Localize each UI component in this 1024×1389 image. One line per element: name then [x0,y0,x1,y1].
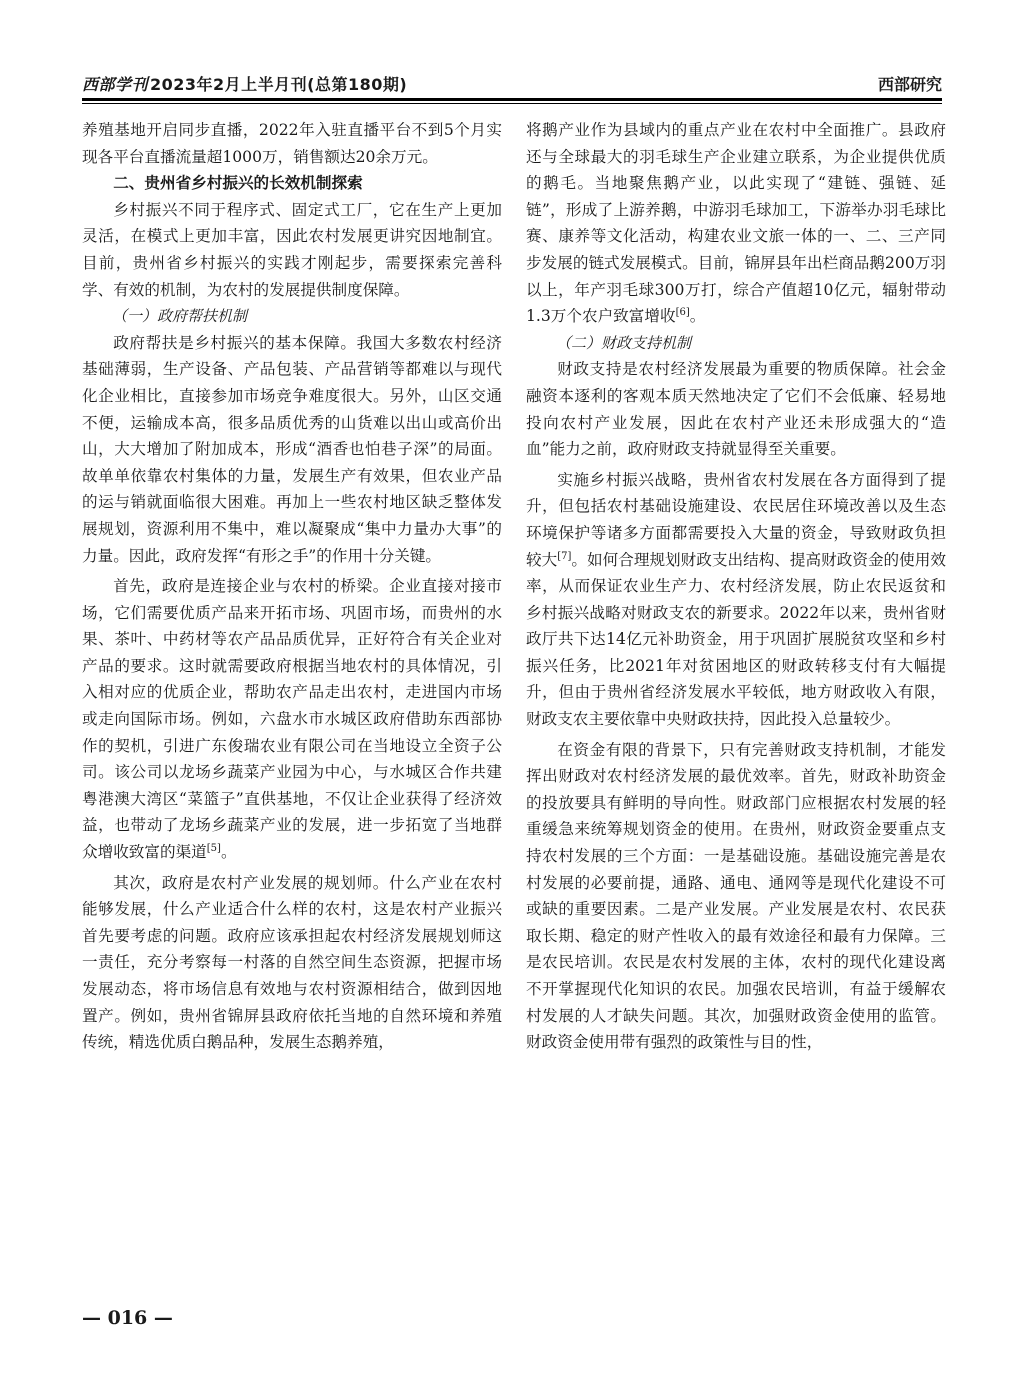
paragraph: 养殖基地开启同步直播，2022年入驻直播平台不到5个月实现各平台直播流量超1000万，销售额达20余万元。 [82,121,502,166]
paragraph [82,573,502,866]
journal-logo: 西部学刊 [82,75,149,94]
subsection-heading: （二）财政支持机制 [556,333,692,352]
header-rule-thick [82,98,942,101]
paragraph: 乡村振兴不同于程序式、固定式工厂，它在生产上更加灵活，在模式上更加丰富，因此农村发展更讲究因地制宜。目前，贵州省乡村振兴的实践才刚起步，需要探索完善科学、有效的机制，为农村的发展提供制度保障。 [82,200,502,299]
citation-ref: [6] [675,306,690,318]
section-heading: 二、贵州省乡村振兴的长效机制探索 [113,174,363,193]
paragraph [526,467,946,733]
paragraph-end: 。 [220,843,237,862]
paragraph: 财政支持是农村经济发展最为重要的物质保障。社会金融资本逐利的客观本质天然地决定了它们不会低廉、轻易地投向农村产业发展，因此在农村产业还未形成强大的“造血”能力之前，政府财政支持就显得至关重要。 [526,360,946,459]
paragraph-text: 将鹅产业作为县域内的重点产业在农村中全面推广。县政府还与全球最大的羽毛球生产企业建立联系，为企业提供优质的鹅毛。当地聚焦鹅产业，以此实现了“建链、强链、延链”，形成了上游养鹅，中游羽毛球加工，下游举办羽毛球比赛、康养等文化活动，构建农业文旅一体的一、二、三产同步发展的链式发展模式。目前，锦屏县年出栏商品鹅200万羽以上，年产羽毛球300万打，综合产值超10亿元，辐射带动1.3万个农户致富增收 [526,121,946,326]
left-column [82,117,502,1056]
citation-ref: [7] [557,550,572,562]
paragraph: 在资金有限的背景下，只有完善财政支持机制，才能发挥出财政对农村经济发展的最优效率。首先，财政补助资金的投放要具有鲜明的导向性。财政部门应根据农村发展的轻重缓急来统筹规划资金的使用。在贵州，财政资金要重点支持农村发展的三个方面：一是基础设施。基础设施完善是农村发展的必要前提，通路、通电、通网等是现代化建设不可或缺的重要因素。二是产业发展。产业发展是农村、农民获取长期、稳定的财产性收入的最有效途径和最有力保障。三是农民培训。农民是农村发展的主体，农村的现代化建设离不开掌握现代化知识的农民。加强农民培训，有益于缓解农村发展的人才缺失问题。其次，加强财政资金使用的监管。财政资金使用带有强烈的政策性与目的性， [526,740,946,1052]
paragraph-text: 。如何合理规划财政支出结构、提高财政资金的使用效率，从而保证农业生产力、农村经济发展，防止农民返贫和乡村振兴战略对财政支农的新要求。2022年以来，贵州省财政厅共下达14亿元补助资金，用于巩固扩展脱贫攻坚和乡村振兴任务，比2021年对贫困地区的财政转移支付有大幅提升，但由于贵州省经济发展水平较低，地方财政收入有限，财政支农主要依靠中央财政扶持，因此投入总量较少。 [526,550,946,729]
paragraph-end: 。 [689,307,706,326]
section-title: 西部研究 [877,75,942,94]
paragraph [526,117,946,330]
issue-info: 2023年2月上半月刊(总第180期) [150,75,408,94]
right-column [526,117,946,1056]
running-header [82,70,942,98]
header-rule-thin [82,103,942,104]
citation-ref: [5] [206,842,221,854]
page-number: — 016 — [82,1307,173,1329]
journal-issue-line [82,72,407,95]
paragraph-text: 首先，政府是连接企业与农村的桥梁。企业直接对接市场，它们需要优质产品来开拓市场、巩固市场，而贵州的水果、茶叶、中药材等农产品品质优异，正好符合有关企业对产品的要求。这时就需要政府根据当地农村的具体情况，引入相对应的优质企业，帮助农产品走出农村，走进国内市场或走向国际市场。例如，六盘水市水城区政府借助东西部协作的契机，引进广东俊瑞农业有限公司在当地设立全资子公司。该公司以龙场乡蔬菜产业园为中心，与水城区合作共建粤港澳大湾区“菜篮子”直供基地，不仅让企业获得了经济效益，也带动了龙场乡蔬菜产业的发展，进一步拓宽了当地群众增收致富的渠道 [82,577,502,862]
paragraph-text: 实施乡村振兴战略，贵州省农村发展在各方面得到了提升，但包括农村基础设施建设、农民居住环境改善以及生态环境保护等诸多方面都需要投入大量的资金，导致财政负担较大 [526,470,946,569]
subsection-heading: （一）政府帮扶机制 [112,307,248,326]
paragraph: 其次，政府是农村产业发展的规划师。什么产业在农村能够发展，什么产业适合什么样的农村，这是农村产业振兴首先要考虑的问题。政府应该承担起农村经济发展规划师这一责任，充分考察每一村落的自然空间生态资源，把握市场发展动态，将市场信息有效地与农村资源相结合，做到因地置产。例如，贵州省锦屏县政府依托当地的自然环境和养殖传统，精选优质白鹅品种，发展生态鹅养殖， [82,873,502,1052]
paragraph: 政府帮扶是乡村振兴的基本保障。我国大多数农村经济基础薄弱，生产设备、产品包装、产品营销等都难以与现代化企业相比，直接参加市场竞争难度很大。另外，山区交通不便，运输成本高，很多品质优秀的山货难以出山或高价出山，大大增加了附加成本，形成“酒香也怕巷子深”的局面。故单单依靠农村集体的力量，发展生产有效果，但农业产品的运与销就面临很大困难。再加上一些农村地区缺乏整体发展规划，资源利用不集中，难以凝聚成“集中力量办大事”的力量。因此，政府发挥“有形之手”的作用十分关键。 [82,333,502,565]
